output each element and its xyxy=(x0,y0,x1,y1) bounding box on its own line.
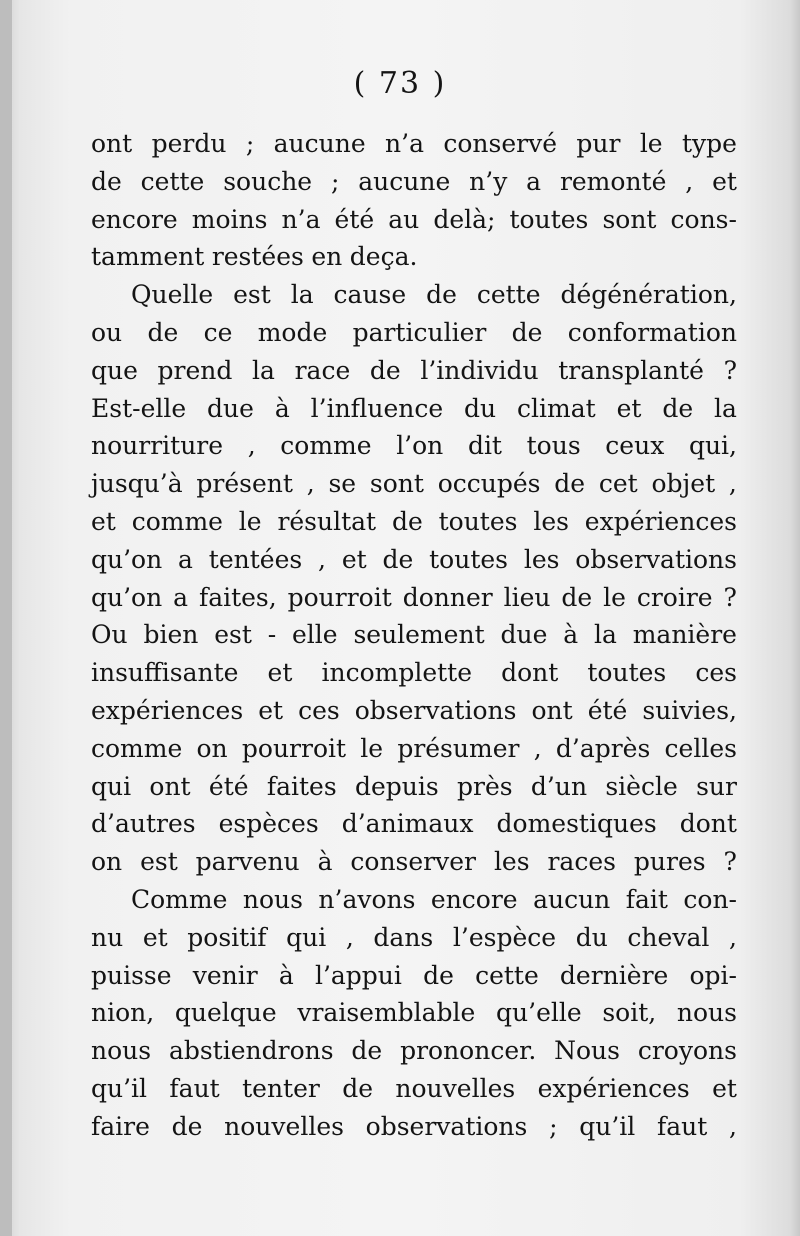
text-line: nion, quelque vraisemblable qu’elle soit, nous xyxy=(91,998,737,1028)
text-line: que prend la race de l’individu transplanté ? xyxy=(91,355,737,385)
text-line: qui ont été faites depuis près d’un siècle sur xyxy=(91,771,737,801)
text-line: ont perdu ; aucune n’a conservé pur le type xyxy=(91,129,737,158)
page-gutter-shadow xyxy=(0,0,12,1236)
text-line: Quelle est la cause de cette dégénération, xyxy=(131,280,737,310)
text-line: tamment restées en deça. xyxy=(91,242,418,272)
text-line: Comme nous n’avons encore aucun fait con- xyxy=(131,884,737,914)
text-line: de cette souche ; aucune n’y a remonté , et xyxy=(91,166,737,196)
text-line: et comme le résultat de toutes les expériences xyxy=(91,506,737,536)
text-line: qu’il faut tenter de nouvelles expériences et xyxy=(91,1073,737,1103)
text-line: jusqu’à présent , se sont occupés de cet objet , xyxy=(91,469,737,499)
text-line: nous abstiendrons de prononcer. Nous croyons xyxy=(91,1036,737,1066)
text-line: Ou bien est - elle seulement due à la manière xyxy=(91,620,737,650)
text-line: on est parvenu à conserver les races pures ? xyxy=(91,847,737,877)
text-line: comme on pourroit le présumer , d’après celles xyxy=(91,733,737,763)
text-line: insuffisante et incomplette dont toutes ces xyxy=(91,658,737,688)
text-line: nu et positif qui , dans l’espèce du cheval , xyxy=(91,922,737,952)
page-body-text xyxy=(91,125,737,1146)
text-line: d’autres espèces d’animaux domestiques dont xyxy=(91,809,737,839)
text-line: faire de nouvelles observations ; qu’il faut , xyxy=(91,1111,737,1141)
text-line: Est-elle due à l’influence du climat et de la xyxy=(91,393,737,423)
text-line: qu’on a faites, pourroit donner lieu de le croire ? xyxy=(91,582,737,612)
text-line: ou de ce mode particulier de conformation xyxy=(91,317,737,347)
text-line: qu’on a tentées , et de toutes les observations xyxy=(91,544,737,574)
text-line: expériences et ces observations ont été suivies, xyxy=(91,695,737,725)
text-line: nourriture , comme l’on dit tous ceux qui, xyxy=(91,431,737,461)
text-line: encore moins n’a été au delà; toutes sont cons- xyxy=(91,204,737,234)
text-line: puisse venir à l’appui de cette dernière opi- xyxy=(91,960,737,990)
page-number: ( 73 ) xyxy=(353,66,447,101)
